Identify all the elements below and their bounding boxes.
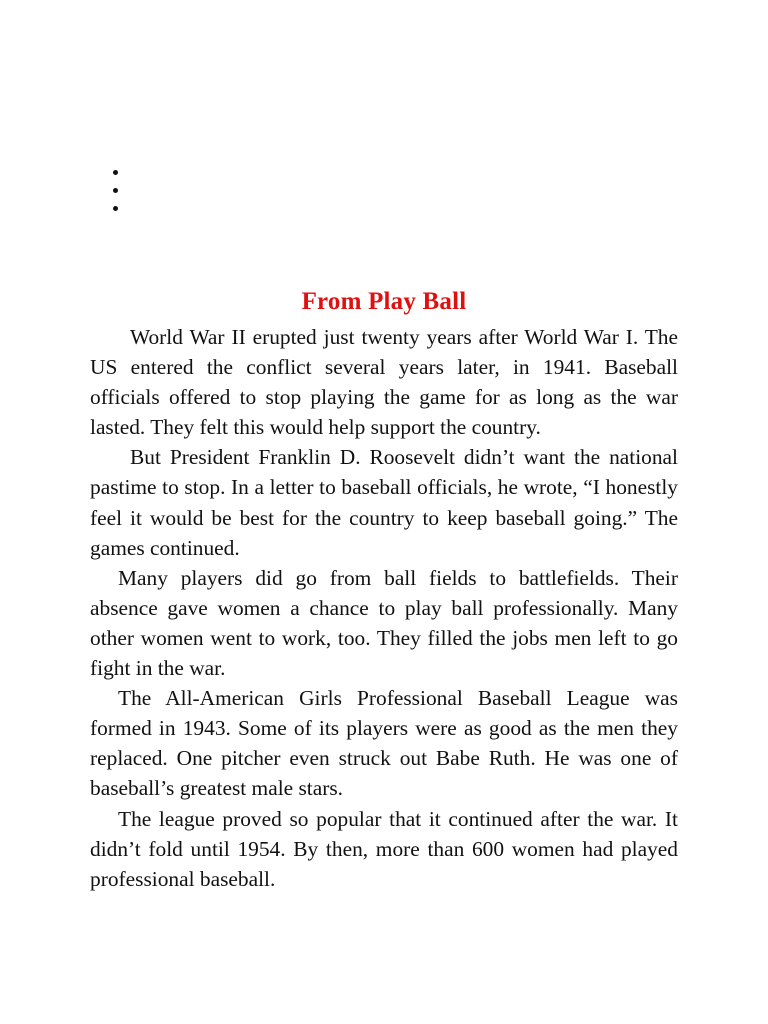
paragraph: The All-American Girls Professional Baseball League was formed in 1943. Some of its players were as good as the men they replaced. One pitcher even struck out Babe Ruth. He was one of baseball’s greatest male stars. [90, 686, 678, 801]
paragraph: But President Franklin D. Roosevelt didn’t want the national pastime to stop. In a letter to baseball officials, he wrote, “I honestly feel it would be best for the country to keep baseball going.” The games continued. [90, 445, 678, 560]
paragraph: Many players did go from ball fields to battlefields. Their absence gave women a chance to play ball professionally. Many other women went to work, too. They filled the jobs men left to go fight in the war. [90, 565, 678, 681]
article-body [90, 322, 678, 894]
bullet-dot [113, 170, 118, 175]
bullet-dot [113, 188, 118, 193]
paragraph: World War II erupted just twenty years after World War I. The US entered the conflict several years later, in 1941. Baseball officials offered to stop playing the game for as long as the war lasted. They felt this would help support the country. [90, 325, 678, 440]
bullet-list [113, 170, 118, 224]
section-heading: From Play Ball [301, 288, 467, 315]
paragraph: The league proved so popular that it continued after the war. It didn’t fold until 1954. By then, more than 600 women had played professional baseball. [90, 806, 678, 891]
bullet-dot [113, 206, 118, 211]
